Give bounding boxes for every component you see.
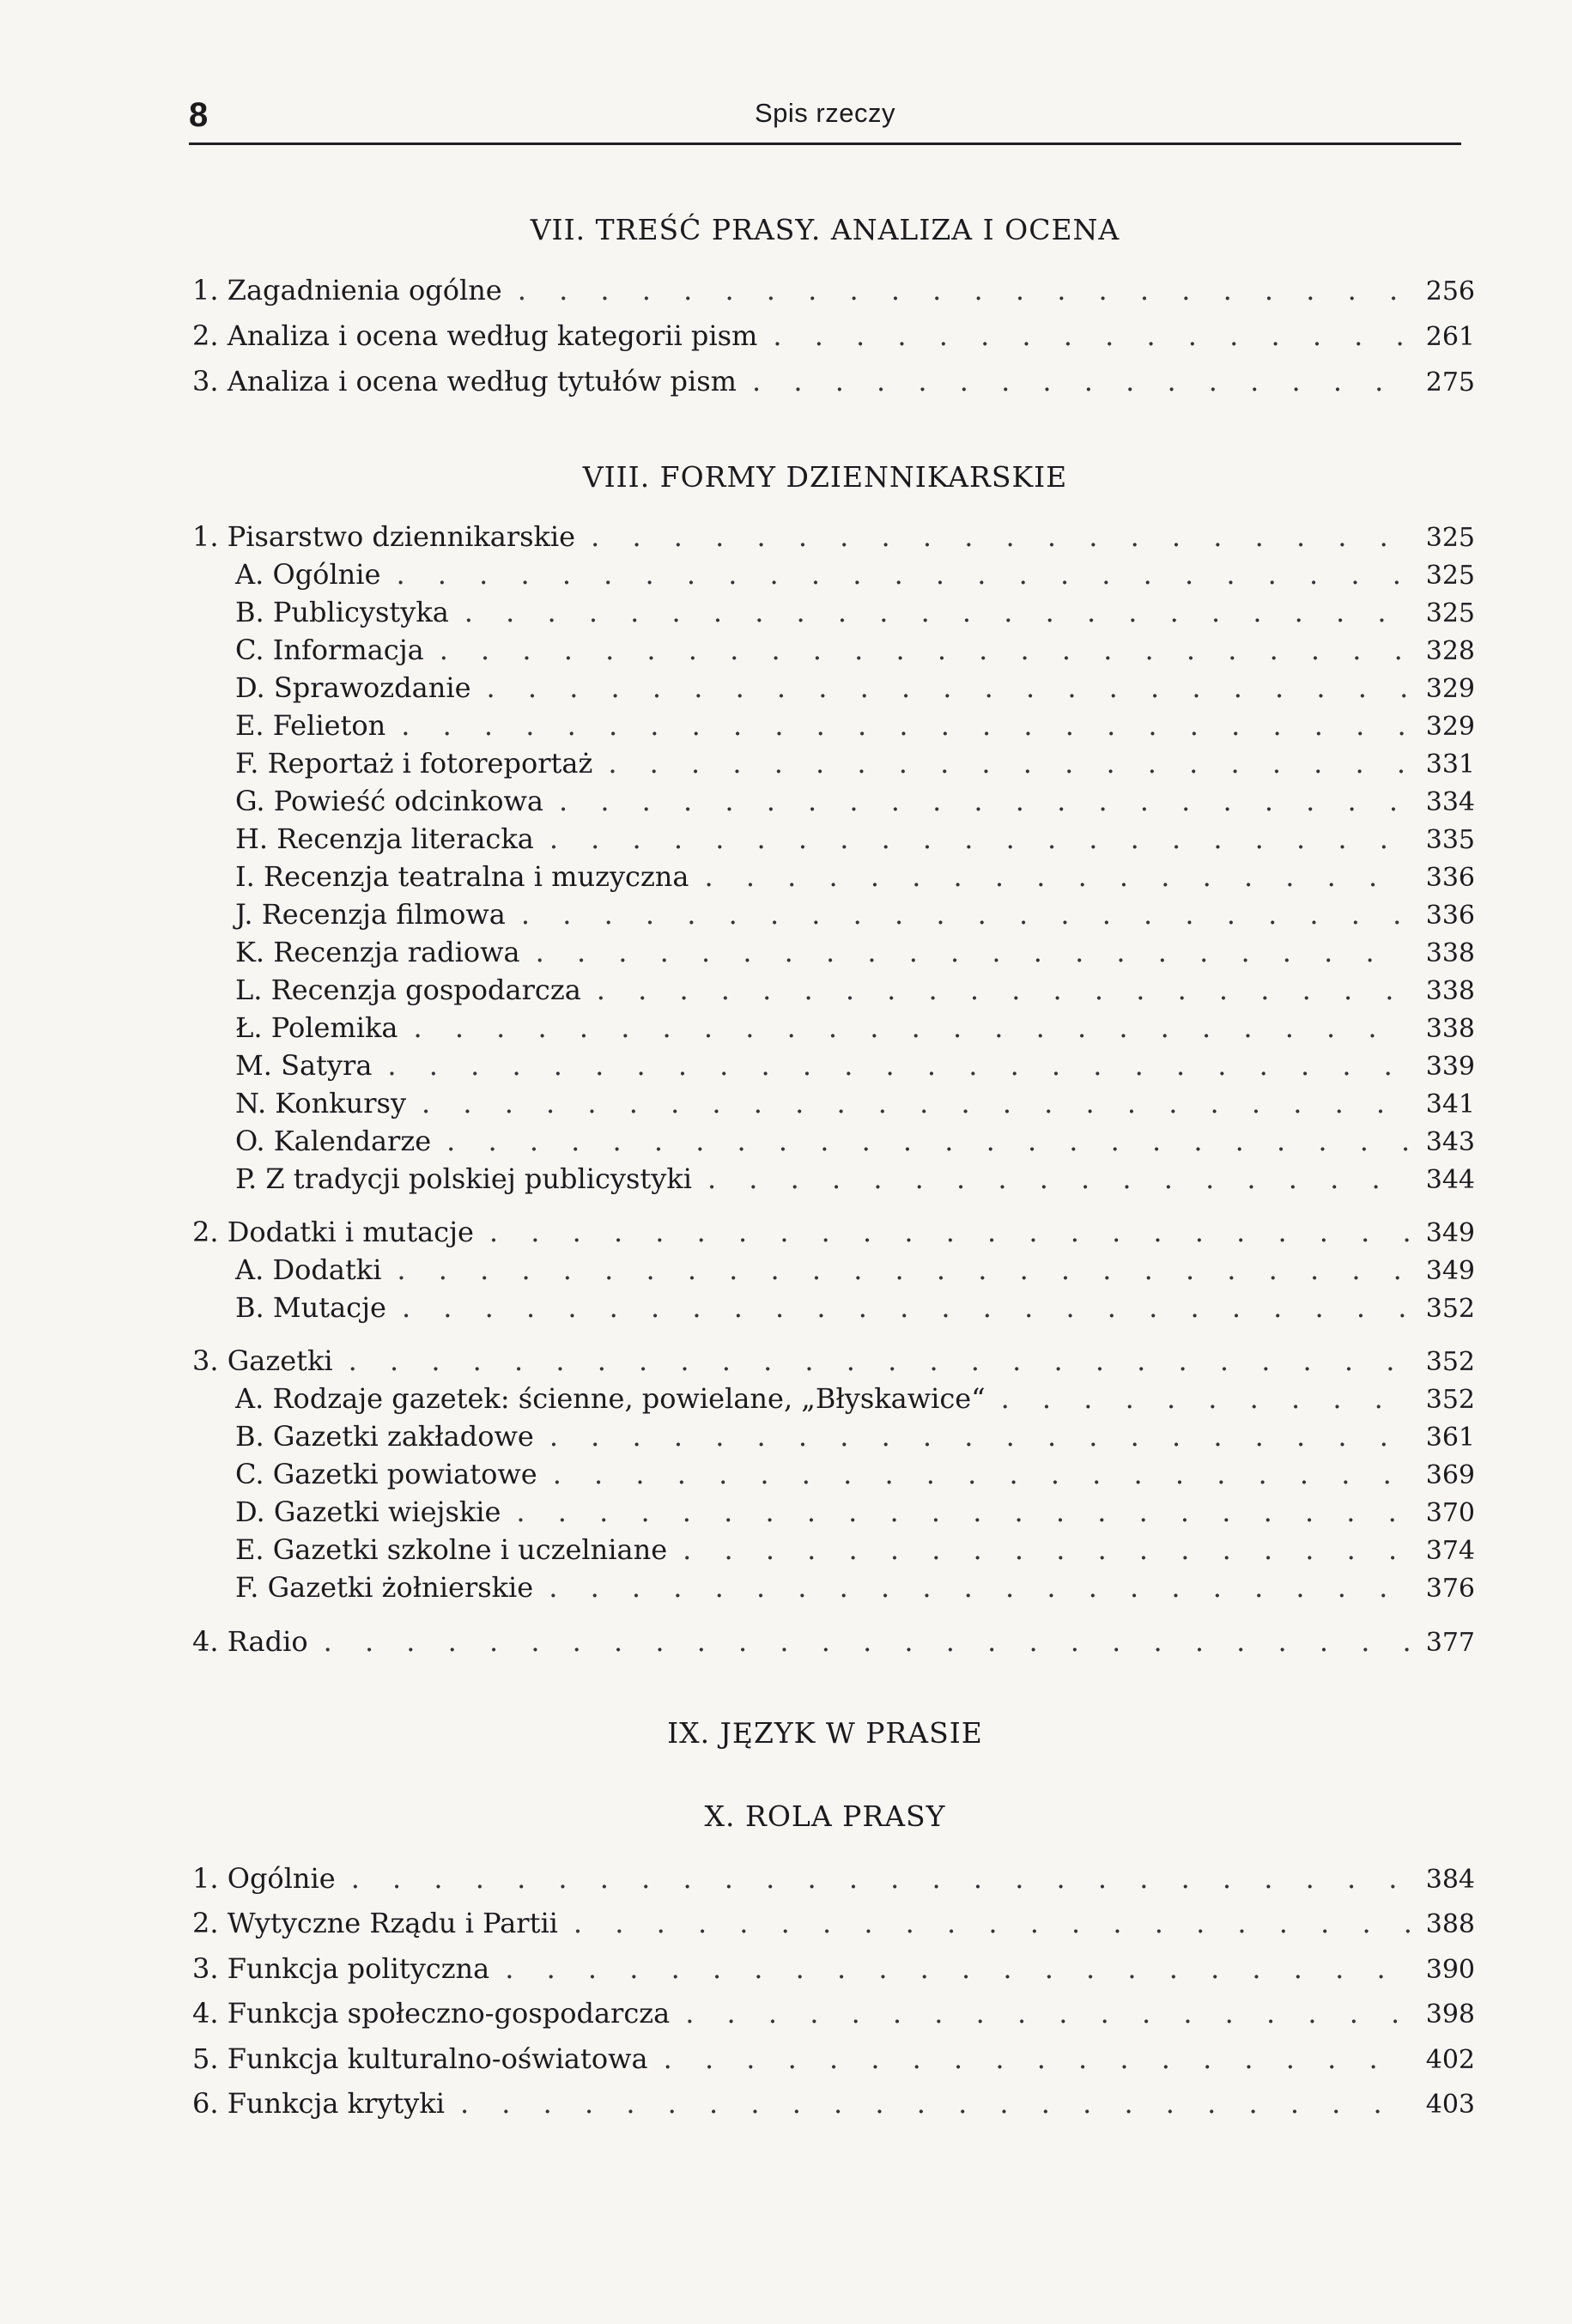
toc-page-number: 402 (1425, 2045, 1475, 2075)
toc-entry-label: E. Felieton (235, 709, 386, 742)
toc-entry-label: 2. Wytyczne Rządu i Partii (192, 1907, 558, 1939)
toc-entry-label: C. Gazetki powiatowe (235, 1458, 537, 1490)
toc-page-number: 325 (1425, 598, 1475, 628)
toc-entry-label: F. Gazetki żołnierskie (235, 1571, 534, 1604)
section-heading-ix: IX. JĘZYK W PRASIE (667, 1716, 983, 1750)
toc-entry-label: 4. Radio (192, 1625, 308, 1658)
toc-page-number: 398 (1425, 1999, 1475, 2030)
dot-leader (413, 1010, 1410, 1045)
toc-entry[interactable] (235, 973, 1475, 1007)
toc-entry-label: O. Kalendarze (235, 1125, 432, 1157)
toc-entry-label: 3. Analiza i ocena według tytułów pism (192, 365, 737, 397)
toc-entry[interactable] (192, 1624, 1475, 1659)
toc-entry-label: G. Powieść odcinkowa (235, 785, 543, 817)
dot-leader (549, 822, 1410, 856)
dot-leader (518, 273, 1410, 307)
toc-entry-label: N. Konkursy (235, 1087, 407, 1120)
toc-entry-label: K. Recenzja radiowa (235, 936, 520, 968)
toc-page-number: 352 (1425, 1385, 1475, 1415)
toc-page-number: 336 (1425, 901, 1475, 931)
toc-page-number: 334 (1425, 787, 1475, 817)
dot-leader (505, 1951, 1410, 1986)
toc-entry[interactable] (192, 273, 1475, 307)
dot-leader (446, 1124, 1410, 1158)
toc-entry-label: D. Sprawozdanie (235, 671, 471, 704)
toc-page-number: 335 (1425, 825, 1475, 855)
dot-leader (683, 1532, 1410, 1567)
toc-entry-label: A. Dodatki (235, 1253, 382, 1286)
running-title: Spis rzeczy (755, 98, 895, 128)
toc-entry[interactable] (192, 364, 1475, 398)
toc-page-number: 374 (1425, 1536, 1475, 1566)
toc-entry-label: 2. Dodatki i mutacje (192, 1216, 474, 1248)
dot-leader (422, 1086, 1410, 1120)
toc-entry[interactable] (235, 822, 1475, 856)
dot-leader (664, 2042, 1410, 2076)
dot-leader (574, 1906, 1410, 1940)
toc-entry[interactable] (192, 519, 1475, 554)
toc-page-number: 370 (1425, 1498, 1475, 1528)
toc-entry[interactable] (192, 2086, 1475, 2121)
toc-entry-label: 1. Zagadnienia ogólne (192, 274, 502, 306)
toc-page-number: 403 (1425, 2090, 1475, 2120)
dot-leader (553, 1457, 1410, 1491)
toc-entry-label: 5. Funkcja kulturalno-oświatowa (192, 2042, 648, 2075)
toc-page-number: 325 (1425, 523, 1475, 553)
toc-entry[interactable] (235, 671, 1475, 705)
toc-page-number: 344 (1425, 1165, 1475, 1195)
toc-page-number: 329 (1425, 712, 1475, 742)
dot-leader (536, 935, 1410, 969)
toc-page-number: 343 (1425, 1127, 1475, 1157)
toc-entry[interactable] (192, 1861, 1475, 1896)
toc-entry-label: 3. Gazetki (192, 1344, 333, 1377)
dot-leader (324, 1624, 1410, 1659)
dot-leader (597, 973, 1410, 1007)
dot-leader (516, 1495, 1410, 1529)
toc-entry-label: D. Gazetki wiejskie (235, 1496, 501, 1528)
dot-leader (397, 1253, 1410, 1287)
dot-leader (559, 784, 1410, 818)
toc-entry-label: 3. Funkcja polityczna (192, 1952, 490, 1985)
toc-entry-label: Ł. Polemika (235, 1011, 398, 1044)
toc-entry[interactable] (192, 1951, 1475, 1986)
toc-entry[interactable] (235, 1253, 1475, 1287)
toc-entry[interactable] (235, 595, 1475, 629)
toc-entry[interactable] (235, 1457, 1475, 1491)
toc-page-number: 261 (1425, 322, 1475, 352)
toc-entry-label: I. Recenzja teatralna i muzyczna (235, 860, 689, 893)
toc-page-number: 361 (1425, 1423, 1475, 1453)
page-header (189, 93, 1461, 145)
dot-leader (707, 1162, 1410, 1196)
toc-entry[interactable] (235, 784, 1475, 818)
toc-entry-label: F. Reportaż i fotoreportaż (235, 747, 593, 780)
dot-leader (396, 557, 1410, 592)
toc-page-number: 376 (1425, 1574, 1475, 1604)
dot-leader (402, 1290, 1410, 1325)
toc-page-number: 338 (1425, 938, 1475, 968)
toc-entry-label: C. Informacja (235, 634, 424, 666)
dot-leader (591, 519, 1410, 554)
toc-entry[interactable] (235, 1010, 1475, 1045)
toc-entry[interactable] (235, 1086, 1475, 1120)
toc-entry-label: 4. Funkcja społeczno-gospodarcza (192, 1997, 671, 2030)
toc-entry[interactable] (192, 1344, 1475, 1378)
toc-entry[interactable] (235, 557, 1475, 592)
dot-leader (773, 319, 1410, 353)
dot-leader (608, 746, 1410, 780)
dot-leader (460, 2086, 1410, 2121)
dot-leader (521, 897, 1410, 931)
toc-entry[interactable] (192, 2042, 1475, 2076)
toc-entry-label: J. Recenzja filmowa (235, 898, 506, 931)
toc-entry[interactable] (235, 1124, 1475, 1158)
toc-page-number: 328 (1425, 636, 1475, 666)
toc-entry-label: M. Satyra (235, 1049, 373, 1082)
toc-entry-label: A. Rodzaje gazetek: ścienne, powielane, „Błyskawice“ (235, 1382, 986, 1415)
toc-page-number: 341 (1425, 1089, 1475, 1120)
toc-entry[interactable] (192, 1906, 1475, 1940)
toc-entry[interactable] (235, 1532, 1475, 1567)
dot-leader (401, 708, 1410, 743)
toc-entry-label: E. Gazetki szkolne i uczelniane (235, 1533, 668, 1566)
toc-entry[interactable] (235, 746, 1475, 780)
dot-leader (752, 364, 1410, 398)
section-heading-vii: VII. TREŚĆ PRASY. ANALIZA I OCENA (530, 213, 1120, 246)
toc-page-number: 325 (1425, 561, 1475, 591)
toc-entry-label: L. Recenzja gospodarcza (235, 974, 581, 1006)
page-number: 8 (189, 96, 209, 134)
toc-entry-label: B. Gazetki zakładowe (235, 1420, 534, 1453)
dot-leader (440, 633, 1410, 667)
toc-page-number: 390 (1425, 1955, 1475, 1985)
toc-entry[interactable] (235, 633, 1475, 667)
toc-entry[interactable] (235, 1162, 1475, 1196)
toc-page-number: 338 (1425, 976, 1475, 1006)
toc-entry[interactable] (235, 1290, 1475, 1325)
toc-page-number: 331 (1425, 749, 1475, 780)
toc-entry[interactable] (235, 708, 1475, 743)
toc-entry-label: 1. Ogólnie (192, 1862, 336, 1895)
toc-entry[interactable] (235, 1048, 1475, 1083)
toc-entry[interactable] (192, 1996, 1475, 2030)
dot-leader (464, 595, 1410, 629)
dot-leader (1001, 1381, 1410, 1416)
toc-entry-label: B. Mutacje (235, 1291, 386, 1324)
toc-entry[interactable] (192, 1215, 1475, 1249)
toc-page-number: 349 (1425, 1218, 1475, 1248)
toc-entry[interactable] (235, 897, 1475, 931)
toc-page-number: 256 (1425, 276, 1475, 306)
toc-entry[interactable] (235, 1381, 1475, 1416)
dot-leader (487, 671, 1411, 705)
toc-entry[interactable] (235, 859, 1475, 894)
section-heading-viii: VIII. FORMY DZIENNIKARSKIE (582, 460, 1068, 494)
toc-page-number: 349 (1425, 1256, 1475, 1286)
toc-page-number: 338 (1425, 1014, 1475, 1044)
dot-leader (489, 1215, 1410, 1249)
toc-entry-label: B. Publicystyka (235, 596, 449, 628)
toc-page-number: 336 (1425, 863, 1475, 893)
toc-entry-label: P. Z tradycji polskiej publicystyki (235, 1162, 692, 1195)
toc-entry-label: 6. Funkcja krytyki (192, 2087, 445, 2120)
toc-entry[interactable] (235, 935, 1475, 969)
toc-entry-label: 1. Pisarstwo dziennikarskie (192, 520, 576, 553)
section-heading-x: X. ROLA PRASY (704, 1799, 946, 1833)
toc-page-number: 388 (1425, 1909, 1475, 1939)
dot-leader (387, 1048, 1410, 1083)
toc-page-number: 352 (1425, 1294, 1475, 1324)
toc-entry-label: 2. Analiza i ocena według kategorii pism (192, 319, 758, 352)
toc-page-number: 339 (1425, 1052, 1475, 1082)
dot-leader (704, 859, 1410, 894)
dot-leader (351, 1861, 1410, 1896)
toc-page-number: 275 (1425, 367, 1475, 397)
dot-leader (549, 1419, 1410, 1453)
dot-leader (349, 1344, 1410, 1378)
toc-entry[interactable] (192, 319, 1475, 353)
toc-entry[interactable] (235, 1495, 1475, 1529)
toc-page-number: 352 (1425, 1347, 1475, 1377)
dot-leader (549, 1570, 1410, 1605)
toc-page-number: 369 (1425, 1460, 1475, 1490)
toc-entry-label: A. Ogólnie (235, 558, 381, 591)
toc-page-number: 329 (1425, 674, 1475, 704)
toc-page-number: 377 (1425, 1628, 1475, 1658)
toc-entry[interactable] (235, 1419, 1475, 1453)
toc-page-number: 384 (1425, 1865, 1475, 1895)
toc-entry[interactable] (235, 1570, 1475, 1605)
dot-leader (685, 1996, 1410, 2030)
toc-entry-label: H. Recenzja literacka (235, 822, 534, 855)
